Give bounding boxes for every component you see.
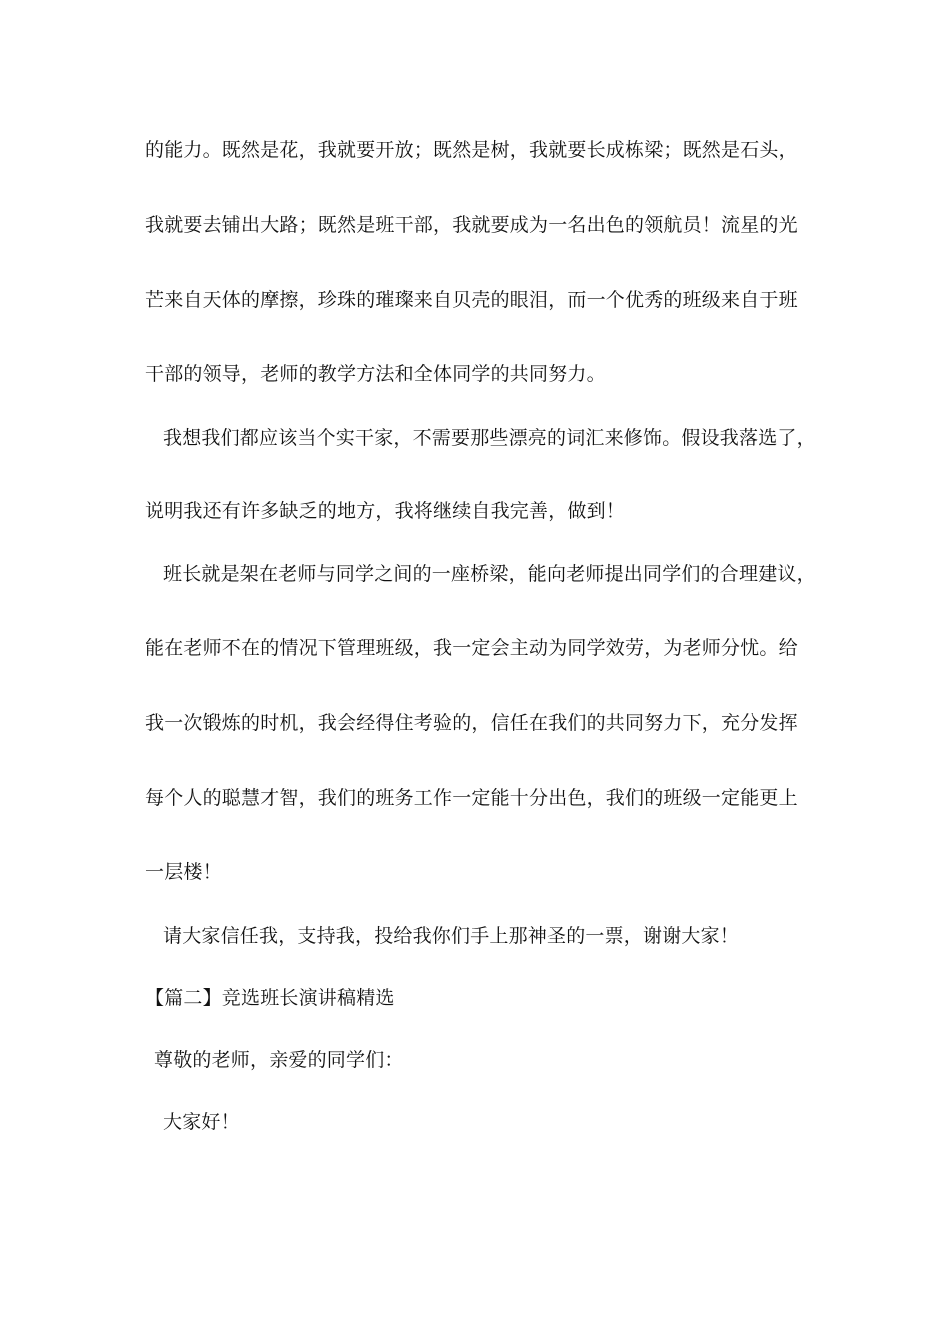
paragraph-line: 干部的领导，老师的教学方法和全体同学的共同努力。 (145, 363, 606, 385)
paragraph-line: 一层楼！ (145, 861, 222, 883)
paragraph-line: 我就要去铺出大路；既然是班干部，我就要成为一名出色的领航员！流星的光 (145, 214, 798, 236)
section-heading: 【篇二】竞选班长演讲稿精选 (145, 987, 395, 1009)
paragraph-line: 说明我还有许多缺乏的地方，我将继续自我完善，做到！ (145, 500, 626, 522)
salutation-line: 尊敬的老师，亲爱的同学们： (154, 1049, 404, 1071)
paragraph-line: 班长就是架在老师与同学之间的一座桥梁，能向老师提出同学们的合理建议， (163, 563, 816, 585)
paragraph-line: 请大家信任我，支持我，投给我你们手上那神圣的一票，谢谢大家！ (163, 925, 740, 947)
paragraph-line: 芒来自天体的摩擦，珍珠的璀璨来自贝壳的眼泪，而一个优秀的班级来自于班 (145, 289, 798, 311)
paragraph-line: 我一次锻炼的时机，我会经得住考验的，信任在我们的共同努力下，充分发挥 (145, 712, 798, 734)
paragraph-line: 能在老师不在的情况下管理班级，我一定会主动为同学效劳，为老师分忧。给 (145, 637, 798, 659)
greeting-line: 大家好！ (163, 1111, 240, 1133)
paragraph-line: 每个人的聪慧才智，我们的班务工作一定能十分出色，我们的班级一定能更上 (145, 787, 798, 809)
paragraph-line: 的能力。既然是花，我就要开放；既然是树，我就要长成栋梁；既然是石头， (145, 139, 798, 161)
paragraph-line: 我想我们都应该当个实干家，不需要那些漂亮的词汇来修饰。假设我落选了， (163, 427, 816, 449)
